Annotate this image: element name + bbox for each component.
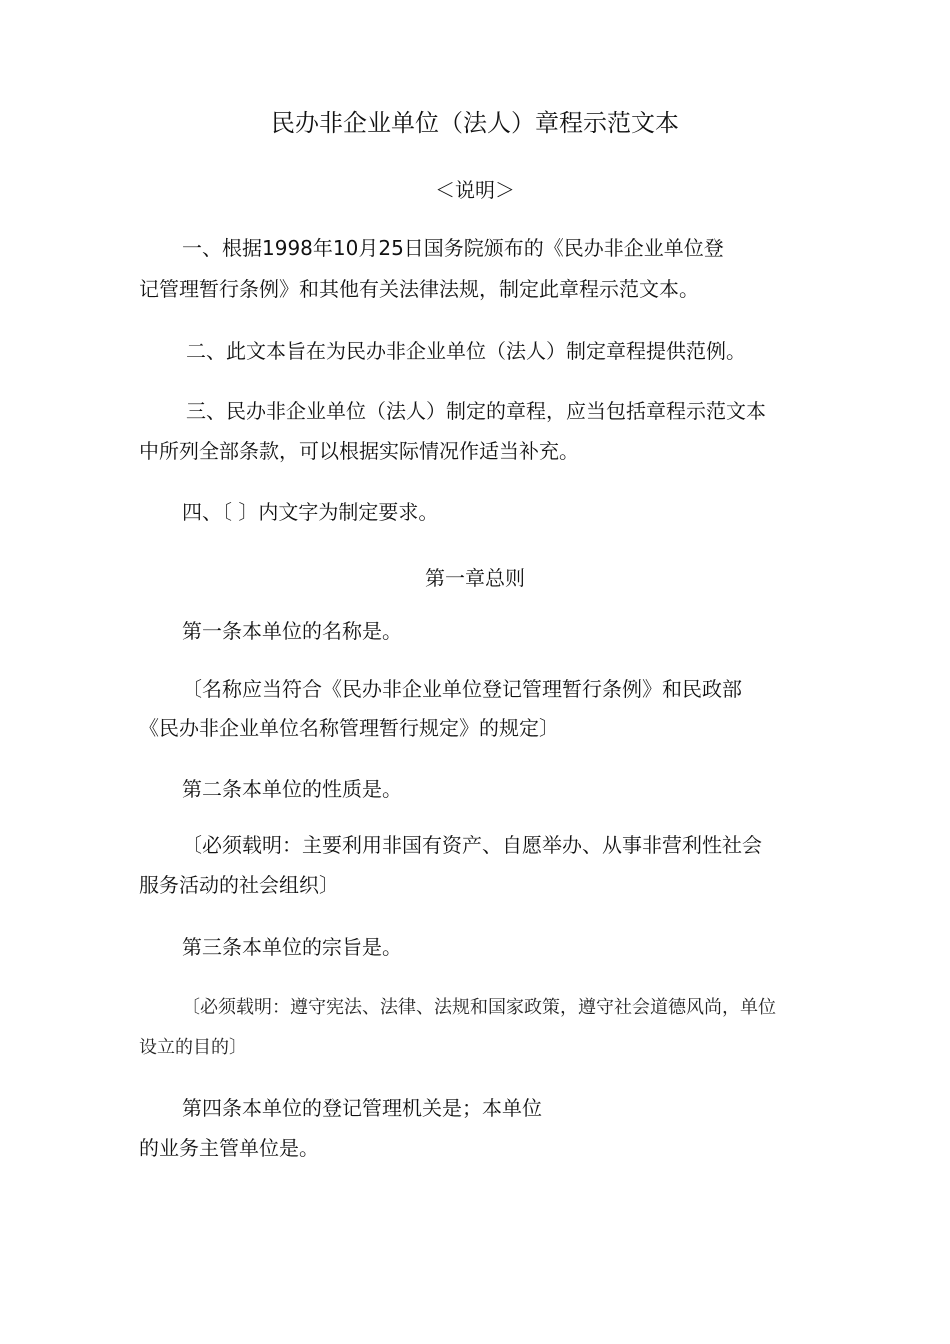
- article-2: 第二条本单位的性质是。: [182, 777, 402, 801]
- article-1-note-line-1: 〔名称应当符合《民办非企业单位登记管理暂行条例》和民政部: [182, 677, 742, 701]
- document-title: 民办非企业单位（法人）章程示范文本: [271, 109, 679, 137]
- article-2-note-line-2: 服务活动的社会组织〕: [139, 873, 339, 897]
- article-3-note-line-1: 〔必须载明：遵守宪法、法律、法规和国家政策，遵守社会道德风尚，单位: [182, 997, 776, 1018]
- note-3-line-2: 中所列全部条款，可以根据实际情况作适当补充。: [139, 439, 579, 463]
- note-1-line-1: 一、根据1998年10月25日国务院颁布的《民办非企业单位登: [182, 236, 724, 260]
- article-1: 第一条本单位的名称是。: [182, 619, 402, 643]
- article-4-line-2: 的业务主管单位是。: [139, 1136, 319, 1160]
- article-3-note-line-2: 设立的目的〕: [139, 1037, 247, 1058]
- chapter-heading: 第一章总则: [425, 566, 525, 590]
- note-4: 四、〔 〕内文字为制定要求。: [182, 500, 439, 524]
- note-3-line-1: 三、民办非企业单位（法人）制定的章程，应当包括章程示范文本: [186, 399, 766, 423]
- document-subtitle: ＜说明＞: [435, 178, 515, 202]
- article-3: 第三条本单位的宗旨是。: [182, 935, 402, 959]
- note-2: 二、此文本旨在为民办非企业单位（法人）制定章程提供范例。: [186, 339, 746, 363]
- article-4-line-1: 第四条本单位的登记管理机关是；本单位: [182, 1096, 542, 1120]
- article-1-note-line-2: 《民办非企业单位名称管理暂行规定》的规定〕: [139, 716, 559, 740]
- note-1-line-2: 记管理暂行条例》和其他有关法律法规，制定此章程示范文本。: [139, 277, 699, 301]
- article-2-note-line-1: 〔必须载明：主要利用非国有资产、自愿举办、从事非营利性社会: [182, 833, 762, 857]
